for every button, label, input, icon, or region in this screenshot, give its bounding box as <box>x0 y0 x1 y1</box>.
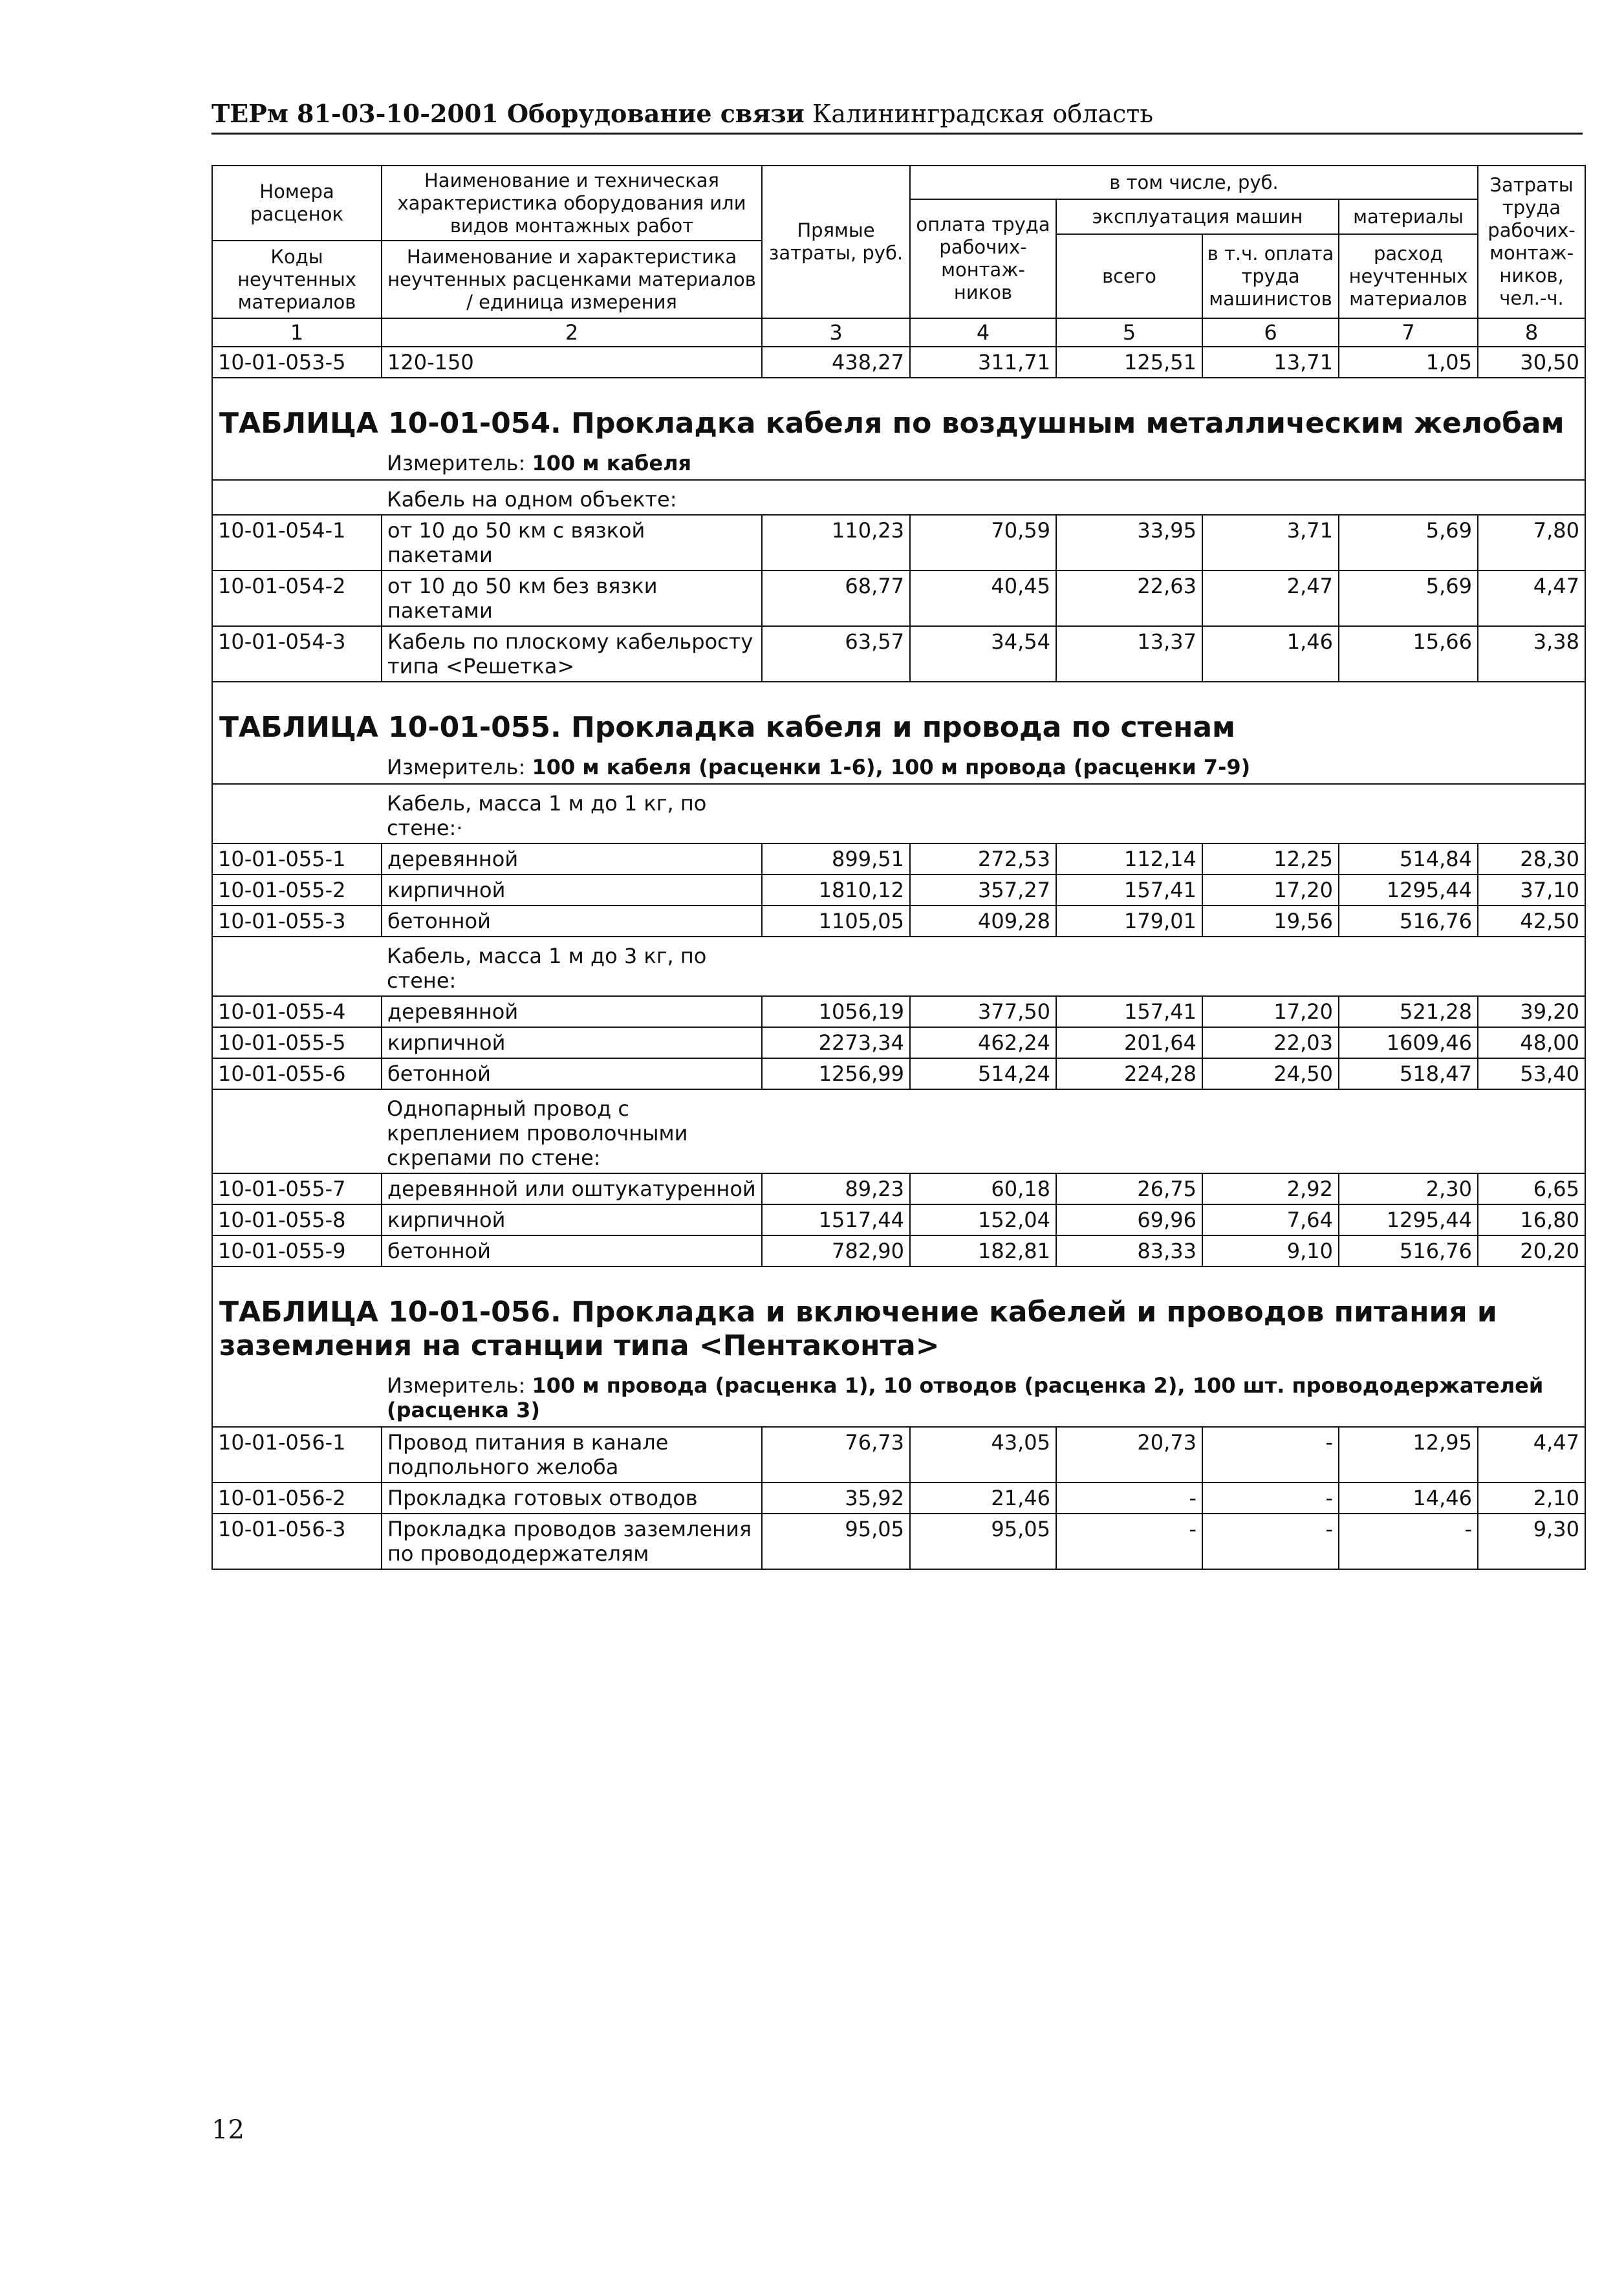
table-row <box>212 1514 1585 1569</box>
rows-10-01-054 <box>212 515 1585 682</box>
row-wages: 377,50 <box>910 996 1056 1027</box>
row-code: 10-01-055-3 <box>212 906 382 937</box>
row-labor: 3,38 <box>1478 626 1585 682</box>
header-region: Калининградская область <box>812 100 1154 128</box>
table-row <box>212 875 1585 906</box>
row-machinists: - <box>1202 1514 1339 1569</box>
row-labor: 48,00 <box>1478 1027 1585 1058</box>
rows-10-01-055-c <box>212 1173 1585 1266</box>
row-name: кирпичной <box>382 1027 762 1058</box>
row-materials: 1295,44 <box>1339 875 1478 906</box>
row-wages: 409,28 <box>910 906 1056 937</box>
row-wages: 70,59 <box>910 515 1056 570</box>
row-materials: 2,30 <box>1339 1173 1478 1204</box>
section-10-01-056 <box>212 1266 1585 1427</box>
row-code: 10-01-055-7 <box>212 1173 382 1204</box>
row-materials: 514,84 <box>1339 843 1478 875</box>
row-direct: 1105,05 <box>762 906 910 937</box>
row-machinists: 13,71 <box>1202 347 1339 378</box>
row-machinists: 17,20 <box>1202 996 1339 1027</box>
section-title: ТАБЛИЦА 10-01-056. Прокладка и включение кабелей и проводов питания и заземления на станции типа <Пентаконта> <box>212 1266 1585 1371</box>
row-labor: 4,47 <box>1478 1427 1585 1483</box>
col-num: 7 <box>1339 318 1478 347</box>
row-machines: 224,28 <box>1056 1058 1202 1089</box>
section-10-01-054 <box>212 378 1585 515</box>
row-machines: - <box>1056 1483 1202 1514</box>
rows-10-01-055-a <box>212 843 1585 937</box>
column-numbers <box>212 318 1585 347</box>
row-name: Кабель по плоскому кабельросту типа <Решетка> <box>382 626 762 682</box>
row-name: Прокладка готовых отводов <box>382 1483 762 1514</box>
row-wages: 40,45 <box>910 570 1056 626</box>
row-direct: 110,23 <box>762 515 910 570</box>
table-row <box>212 570 1585 626</box>
row-wages: 182,81 <box>910 1235 1056 1266</box>
row-machines: 157,41 <box>1056 875 1202 906</box>
row-name: бетонной <box>382 1058 762 1089</box>
col3-direct-costs: Прямые затраты, руб. <box>762 166 910 318</box>
group-heading: Кабель на одном объекте: <box>382 480 1585 515</box>
row-wages: 514,24 <box>910 1058 1056 1089</box>
section-title: ТАБЛИЦА 10-01-055. Прокладка кабеля и провода по стенам <box>212 682 1585 752</box>
materials-header: материалы <box>1339 199 1478 234</box>
row-machines: 112,14 <box>1056 843 1202 875</box>
row-wages: 272,53 <box>910 843 1056 875</box>
row-name: деревянной <box>382 996 762 1027</box>
table-row <box>212 1027 1585 1058</box>
table-row <box>212 347 1585 378</box>
row-wages: 34,54 <box>910 626 1056 682</box>
row-machinists: 7,64 <box>1202 1204 1339 1235</box>
section-meter: Измеритель: 100 м кабеля <box>382 448 1585 480</box>
col-num: 1 <box>212 318 382 347</box>
table-row <box>212 626 1585 682</box>
row-code: 10-01-056-3 <box>212 1514 382 1569</box>
row-materials: 5,69 <box>1339 515 1478 570</box>
row-machines: 20,73 <box>1056 1427 1202 1483</box>
row-labor: 30,50 <box>1478 347 1585 378</box>
col4-wages: оплата труда рабочих-монтаж-ников <box>910 199 1056 318</box>
group-heading: Кабель, масса 1 м до 3 кг, по стене: <box>382 937 762 996</box>
prev-section <box>212 347 1585 378</box>
col8-labor: Затраты труда рабочих-монтаж-ников, чел.-ч. <box>1478 166 1585 318</box>
row-code: 10-01-055-2 <box>212 875 382 906</box>
row-wages: 43,05 <box>910 1427 1056 1483</box>
row-name: бетонной <box>382 1235 762 1266</box>
row-direct: 63,57 <box>762 626 910 682</box>
row-materials: 5,69 <box>1339 570 1478 626</box>
row-direct: 1517,44 <box>762 1204 910 1235</box>
row-labor: 39,20 <box>1478 996 1585 1027</box>
row-code: 10-01-054-2 <box>212 570 382 626</box>
row-materials: 14,46 <box>1339 1483 1478 1514</box>
row-labor: 7,80 <box>1478 515 1585 570</box>
row-code: 10-01-056-1 <box>212 1427 382 1483</box>
table-row <box>212 1235 1585 1266</box>
row-machines: 201,64 <box>1056 1027 1202 1058</box>
row-machines: 157,41 <box>1056 996 1202 1027</box>
row-direct: 438,27 <box>762 347 910 378</box>
row-materials: 521,28 <box>1339 996 1478 1027</box>
row-direct: 95,05 <box>762 1514 910 1569</box>
col-num: 2 <box>382 318 762 347</box>
col1-top: Номера расценок <box>212 166 382 241</box>
col1-bottom: Коды неучтенных материалов <box>212 241 382 318</box>
col-num: 3 <box>762 318 910 347</box>
row-direct: 1810,12 <box>762 875 910 906</box>
row-machinists: 17,20 <box>1202 875 1339 906</box>
header-code: ТЕРм 81-03-10-2001 Оборудование связи <box>211 99 805 128</box>
col2-bottom: Наименование и характеристика неучтенных расценками материалов / единица измерения <box>382 241 762 318</box>
table-row <box>212 1204 1585 1235</box>
row-labor: 42,50 <box>1478 906 1585 937</box>
row-machinists: 3,71 <box>1202 515 1339 570</box>
row-name: от 10 до 50 км без вязки пакетами <box>382 570 762 626</box>
col6-machinist-wages: в т.ч. оплата труда машинистов <box>1202 234 1339 318</box>
row-name: деревянной или оштукатуренной <box>382 1173 762 1204</box>
row-machinists: 2,92 <box>1202 1173 1339 1204</box>
rows-10-01-055-b <box>212 996 1585 1089</box>
machines-header: эксплуатация машин <box>1056 199 1339 234</box>
col-num: 5 <box>1056 318 1202 347</box>
table-row <box>212 906 1585 937</box>
row-materials: 1295,44 <box>1339 1204 1478 1235</box>
row-code: 10-01-055-9 <box>212 1235 382 1266</box>
section-10-01-055 <box>212 682 1585 843</box>
document-header <box>211 99 1583 135</box>
price-table <box>211 165 1585 1570</box>
table-row <box>212 1173 1585 1204</box>
including-header: в том числе, руб. <box>910 166 1478 199</box>
row-direct: 68,77 <box>762 570 910 626</box>
row-machinists: 1,46 <box>1202 626 1339 682</box>
row-code: 10-01-055-6 <box>212 1058 382 1089</box>
row-wages: 152,04 <box>910 1204 1056 1235</box>
row-labor: 2,10 <box>1478 1483 1585 1514</box>
row-labor: 28,30 <box>1478 843 1585 875</box>
row-machinists: 22,03 <box>1202 1027 1339 1058</box>
row-machinists: - <box>1202 1427 1339 1483</box>
row-labor: 9,30 <box>1478 1514 1585 1569</box>
row-machinists: 12,25 <box>1202 843 1339 875</box>
row-machines: 13,37 <box>1056 626 1202 682</box>
row-machines: 26,75 <box>1056 1173 1202 1204</box>
row-direct: 782,90 <box>762 1235 910 1266</box>
row-labor: 4,47 <box>1478 570 1585 626</box>
row-wages: 357,27 <box>910 875 1056 906</box>
table-row <box>212 843 1585 875</box>
row-machinists: 9,10 <box>1202 1235 1339 1266</box>
table-row <box>212 996 1585 1027</box>
row-machinists: 2,47 <box>1202 570 1339 626</box>
col2-top: Наименование и техническая характеристика оборудования или видов монтажных работ <box>382 166 762 241</box>
group-heading: Кабель, масса 1 м до 1 кг, по стене:· <box>382 784 762 843</box>
row-name: Прокладка проводов заземления по провододержателям <box>382 1514 762 1569</box>
col-num: 6 <box>1202 318 1339 347</box>
row-name: кирпичной <box>382 1204 762 1235</box>
row-machines: 83,33 <box>1056 1235 1202 1266</box>
row-wages: 311,71 <box>910 347 1056 378</box>
row-direct: 76,73 <box>762 1427 910 1483</box>
row-labor: 16,80 <box>1478 1204 1585 1235</box>
row-name: 120-150 <box>382 347 762 378</box>
row-labor: 6,65 <box>1478 1173 1585 1204</box>
row-code: 10-01-055-4 <box>212 996 382 1027</box>
row-name: деревянной <box>382 843 762 875</box>
table-row <box>212 1427 1585 1483</box>
section-meter: Измеритель: 100 м провода (расценка 1), 10 отводов (расценка 2), 100 шт. провододержателей (расценка 3) <box>382 1371 1585 1427</box>
row-materials: - <box>1339 1514 1478 1569</box>
row-code: 10-01-053-5 <box>212 347 382 378</box>
page-number: 12 <box>211 2115 244 2145</box>
section-meter: Измеритель: 100 м кабеля (расценки 1-6), 100 м провода (расценки 7-9) <box>382 752 1585 784</box>
row-direct: 1256,99 <box>762 1058 910 1089</box>
group-heading: Однопарный провод с креплением проволочными скрепами по стене: <box>382 1089 762 1173</box>
row-wages: 21,46 <box>910 1483 1056 1514</box>
row-materials: 12,95 <box>1339 1427 1478 1483</box>
row-direct: 899,51 <box>762 843 910 875</box>
row-machines: 69,96 <box>1056 1204 1202 1235</box>
table-row <box>212 1483 1585 1514</box>
row-labor: 53,40 <box>1478 1058 1585 1089</box>
row-code: 10-01-055-1 <box>212 843 382 875</box>
row-materials: 518,47 <box>1339 1058 1478 1089</box>
row-machines: 22,63 <box>1056 570 1202 626</box>
row-code: 10-01-055-8 <box>212 1204 382 1235</box>
rows-10-01-056 <box>212 1427 1585 1569</box>
row-code: 10-01-054-3 <box>212 626 382 682</box>
row-labor: 20,20 <box>1478 1235 1585 1266</box>
row-name: от 10 до 50 км с вязкой пакетами <box>382 515 762 570</box>
col-num: 8 <box>1478 318 1585 347</box>
row-wages: 95,05 <box>910 1514 1056 1569</box>
row-direct: 1056,19 <box>762 996 910 1027</box>
row-direct: 35,92 <box>762 1483 910 1514</box>
row-materials: 516,76 <box>1339 1235 1478 1266</box>
row-name: бетонной <box>382 906 762 937</box>
row-machines: 125,51 <box>1056 347 1202 378</box>
row-machines: 33,95 <box>1056 515 1202 570</box>
row-labor: 37,10 <box>1478 875 1585 906</box>
row-materials: 1,05 <box>1339 347 1478 378</box>
row-code: 10-01-055-5 <box>212 1027 382 1058</box>
row-name: Провод питания в канале подпольного желоба <box>382 1427 762 1483</box>
table-row <box>212 515 1585 570</box>
col-num: 4 <box>910 318 1056 347</box>
row-wages: 60,18 <box>910 1173 1056 1204</box>
row-machines: - <box>1056 1514 1202 1569</box>
row-materials: 15,66 <box>1339 626 1478 682</box>
row-machines: 179,01 <box>1056 906 1202 937</box>
row-materials: 516,76 <box>1339 906 1478 937</box>
row-code: 10-01-056-2 <box>212 1483 382 1514</box>
col7-materials-use: расход неучтенных материалов <box>1339 234 1478 318</box>
col5-total: всего <box>1056 234 1202 318</box>
row-machinists: 19,56 <box>1202 906 1339 937</box>
row-direct: 89,23 <box>762 1173 910 1204</box>
row-direct: 2273,34 <box>762 1027 910 1058</box>
row-wages: 462,24 <box>910 1027 1056 1058</box>
table-head <box>212 166 1585 318</box>
section-title: ТАБЛИЦА 10-01-054. Прокладка кабеля по воздушным металлическим желобам <box>212 378 1585 448</box>
row-machinists: 24,50 <box>1202 1058 1339 1089</box>
row-materials: 1609,46 <box>1339 1027 1478 1058</box>
row-machinists: - <box>1202 1483 1339 1514</box>
row-code: 10-01-054-1 <box>212 515 382 570</box>
table-row <box>212 1058 1585 1089</box>
row-name: кирпичной <box>382 875 762 906</box>
